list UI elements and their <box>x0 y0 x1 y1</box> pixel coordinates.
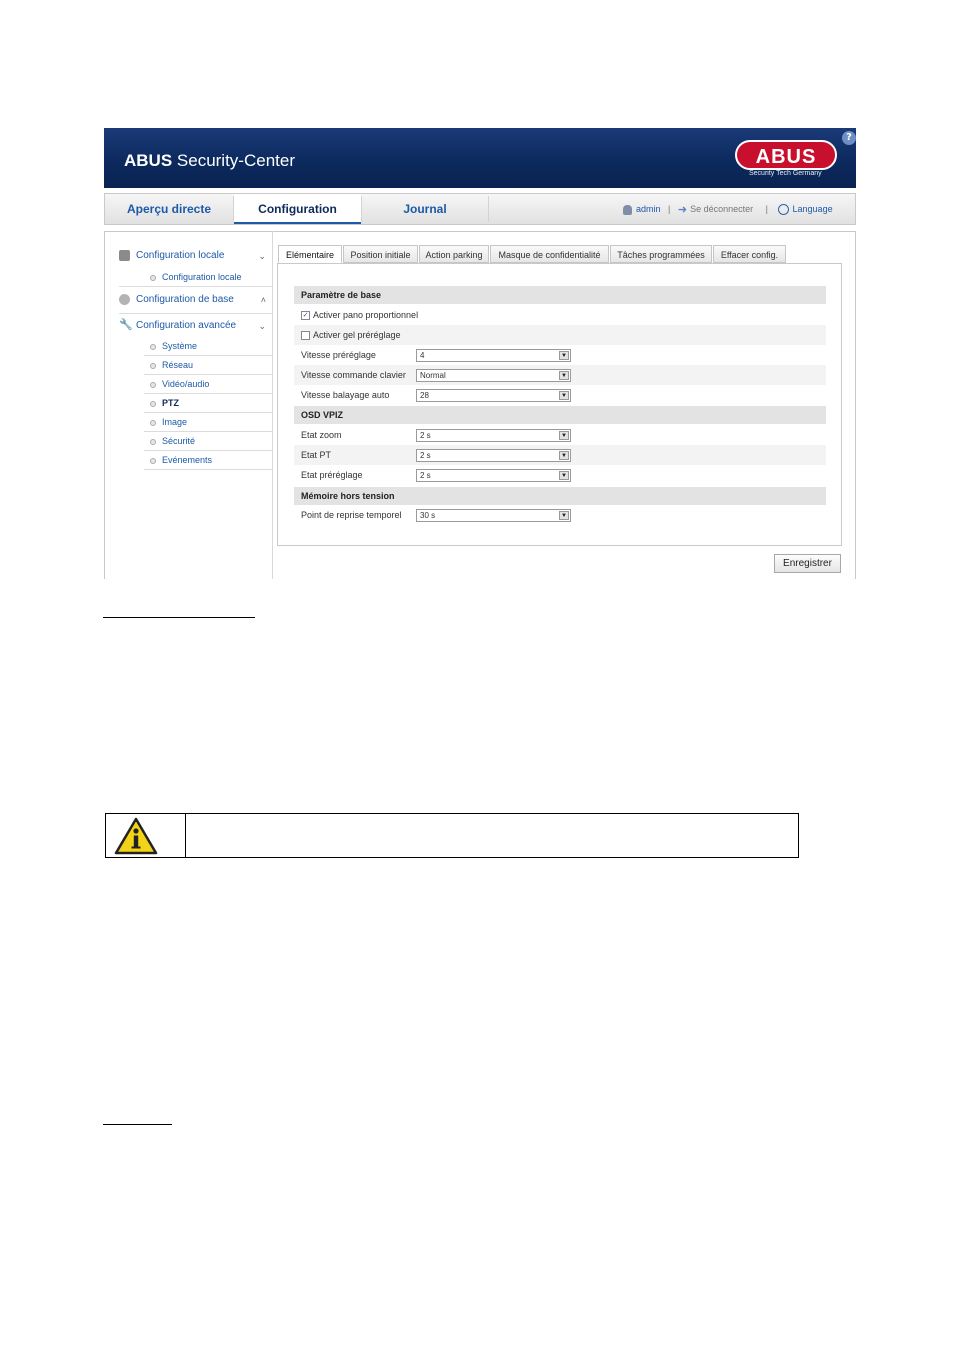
logout-arrow-icon: ➜ <box>677 203 688 216</box>
help-icon[interactable]: ? <box>842 131 856 145</box>
sidebar <box>119 248 272 470</box>
note-box <box>105 813 799 858</box>
vitesse-balayage-select[interactable]: 28 ▼ <box>416 389 571 402</box>
computer-icon <box>119 250 130 261</box>
username[interactable]: admin <box>636 204 661 214</box>
sidebar-item-label: Configuration locale <box>136 250 225 261</box>
row-pano-proportionnel <box>294 305 826 325</box>
sidebar-item-security[interactable]: Sécurité <box>144 432 272 450</box>
sidebar-item-events[interactable]: Evénements <box>144 451 272 469</box>
app-header-banner <box>104 128 856 188</box>
advanced-submenu <box>144 337 272 470</box>
bullet-icon <box>150 382 156 388</box>
divider <box>144 469 272 470</box>
globe-icon <box>778 204 789 215</box>
bullet-icon <box>150 401 156 407</box>
heading-underline <box>103 1124 172 1125</box>
tab-action-parking[interactable]: Action parking <box>419 245 489 263</box>
heading-underline <box>103 617 255 618</box>
section-memoire-hors-tension: Mémoire hors tension <box>294 487 826 505</box>
bullet-icon <box>150 344 156 350</box>
nav-tab-journal[interactable]: Journal <box>403 202 447 216</box>
pano-label: Activer pano proportionnel <box>313 310 419 320</box>
nav-divider: | <box>765 204 769 214</box>
tab-taches-programmees[interactable]: Tâches programmées <box>610 245 712 263</box>
dropdown-arrow-icon: ▼ <box>559 451 569 460</box>
bullet-icon <box>150 458 156 464</box>
sidebar-base-config[interactable] <box>119 292 272 308</box>
field-label: Vitesse préréglage <box>301 350 376 360</box>
vitesse-prereglage-select[interactable]: 4 ▼ <box>416 349 571 362</box>
dropdown-arrow-icon: ▼ <box>559 511 569 520</box>
wrench-icon: 🔧 <box>119 318 133 331</box>
field-label: Point de reprise temporel <box>301 510 402 520</box>
field-label: Vitesse commande clavier <box>301 370 406 380</box>
divider <box>119 286 272 287</box>
nav-separator <box>488 196 489 222</box>
chevron-up-icon: ˄ <box>260 295 266 305</box>
pano-checkbox[interactable]: ✓ <box>302 312 309 320</box>
app-title: ABUS Security-Center <box>124 151 295 170</box>
etat-zoom-select[interactable]: 2 s ▼ <box>416 429 571 442</box>
bullet-icon <box>150 275 156 281</box>
sidebar-local-config[interactable] <box>119 248 272 264</box>
main-nav <box>104 193 856 225</box>
row-gel-prereglage <box>294 325 826 345</box>
warning-info-icon <box>114 817 158 855</box>
bullet-icon <box>150 439 156 445</box>
bullet-icon <box>150 363 156 369</box>
dropdown-arrow-icon: ▼ <box>559 371 569 380</box>
nav-tab-configuration[interactable]: Configuration <box>234 194 361 224</box>
gel-label: Activer gel préréglage <box>313 330 401 340</box>
user-icon <box>623 205 632 215</box>
sidebar-item-ptz[interactable]: PTZ <box>144 394 272 412</box>
chevron-down-icon: ⌄ <box>258 251 266 261</box>
user-area <box>623 194 833 224</box>
abus-logo: ABUS <box>735 140 837 170</box>
tab-position-initiale[interactable]: Position initiale <box>343 245 418 263</box>
dropdown-arrow-icon: ▼ <box>559 471 569 480</box>
note-icon-cell <box>106 814 186 857</box>
divider <box>119 313 272 314</box>
field-label: Vitesse balayage auto <box>301 390 390 400</box>
tab-effacer-config[interactable]: Effacer config. <box>713 245 786 263</box>
field-label: Etat PT <box>301 450 332 460</box>
chevron-down-icon: ⌄ <box>258 321 266 331</box>
dropdown-arrow-icon: ▼ <box>559 351 569 360</box>
section-osd-vpiz: OSD VPIZ <box>294 406 826 424</box>
point-reprise-select[interactable]: 30 s ▼ <box>416 509 571 522</box>
etat-pt-select[interactable]: 2 s ▼ <box>416 449 571 462</box>
sidebar-item-system[interactable]: Système <box>144 337 272 355</box>
dropdown-arrow-icon: ▼ <box>559 391 569 400</box>
etat-prereglage-select[interactable]: 2 s ▼ <box>416 469 571 482</box>
field-label: Etat zoom <box>301 430 342 440</box>
sidebar-advanced-config[interactable] <box>119 318 272 334</box>
gear-icon <box>119 294 130 305</box>
logo-tagline: Security Tech Germany <box>749 170 822 177</box>
sidebar-divider <box>272 231 273 579</box>
dropdown-arrow-icon: ▼ <box>559 431 569 440</box>
nav-divider: | <box>668 204 671 214</box>
save-button[interactable]: Enregistrer <box>774 554 841 573</box>
sidebar-item-video-audio[interactable]: Vidéo/audio <box>144 375 272 393</box>
section-parametre-base: Paramètre de base <box>294 286 826 304</box>
sidebar-item-local-config[interactable]: Configuration locale <box>119 268 272 286</box>
language-link[interactable]: Language <box>792 204 833 214</box>
tab-elementaire[interactable]: Elémentaire <box>278 245 342 263</box>
tab-masque-confidentialite[interactable]: Masque de confidentialité <box>490 245 609 263</box>
gel-checkbox[interactable] <box>301 331 310 340</box>
field-label: Etat préréglage <box>301 470 363 480</box>
logout-link[interactable]: Se déconnecter <box>690 204 754 214</box>
vitesse-clavier-select[interactable]: Normal ▼ <box>416 369 571 382</box>
bullet-icon <box>150 420 156 426</box>
sidebar-item-image[interactable]: Image <box>144 413 272 431</box>
nav-tab-live-view[interactable]: Aperçu directe <box>126 202 212 216</box>
sidebar-item-network[interactable]: Réseau <box>144 356 272 374</box>
sidebar-item-label: Configuration avancée <box>136 320 237 331</box>
sidebar-item-label: Configuration de base <box>136 294 234 305</box>
